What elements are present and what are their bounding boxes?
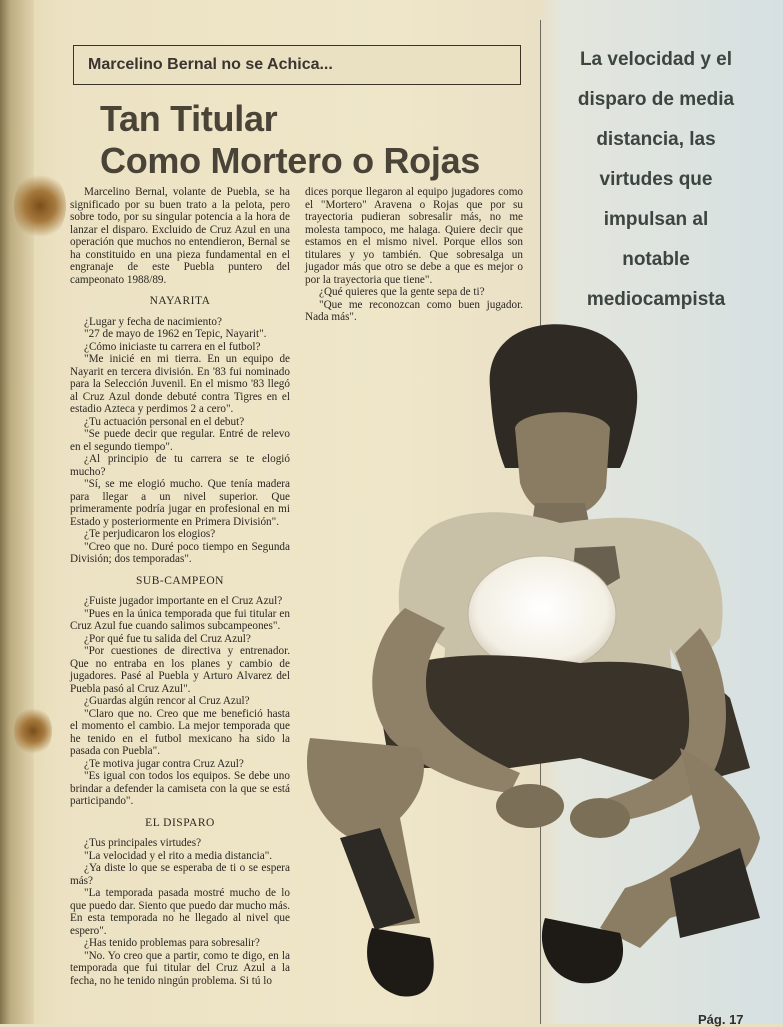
article-line: ¿Te motiva jugar contra Cruz Azul? [84,757,244,770]
pull-quote-line: disparo de media [577,89,735,110]
article-line: ¿Te perjudicaron los elogios? [84,528,216,540]
article-line: "Me inicié en mi tierra. En un equipo de Nayarit en tercera división. En '83 fui nominado para la Selección Juvenil. En el mismo '83 llegó al Cruz Azul donde debuté contra Tigres en el estadio Azteca y perdimos 2 a cero". [70,353,290,415]
article-line: "Creo que no. Duré poco tiempo en Segunda División; dos temporadas". [70,540,290,565]
stain [14,170,66,242]
headline [100,98,530,182]
kicker-box [73,45,521,85]
pull-quote-line: notable [622,249,690,270]
player-photo [280,318,780,1008]
headline-line-1: Tan Titular [100,98,278,139]
pull-quote-line: impulsan al [603,209,709,230]
article-line: "La velocidad y el rito a media distancia". [84,849,273,862]
article-line: ¿Por qué fue tu salida del Cruz Azul? [84,632,251,645]
article-line: ¿Al principio de tu carrera se te elogió mucho? [70,453,290,478]
pull-quote-line: virtudes que [599,169,713,190]
kicker-text: Marcelino Bernal no se Achica... [88,56,333,73]
headline-line-2: Como Mortero o Rojas [100,140,481,181]
pull-quote [545,40,767,320]
article-line: ¿Cómo iniciaste tu carrera en el futbol? [84,340,261,353]
article-line: "27 de mayo de 1962 en Tepic, Nayarit". [84,328,267,340]
pull-quote-line: La velocidad y el [579,49,733,70]
article-line: "No. Yo creo que a partir, como te digo, en la temporada que fui titular del Cruz Azul a la fecha, no he tenido ningún problema. Si tú lo [70,949,290,987]
intro-paragraph: Marcelino Bernal, volante de Puebla, se ha significado por su buen trato a la pelota, pero sobre todo, por su singular potencia a la hora de lanzar el disparo. Excluido de Cruz Azul en una operación que muchos no entendieron, Bernal se ha constituido en una pieza fundamental en el engranaje de este Puebla puntero del campeonato 1988/89. [70,186,290,286]
pull-quote-line: mediocampista [586,289,726,310]
article-line: ¿Qué quieres que la gente sepa de ti? [319,286,485,298]
binding-spine [0,0,34,1024]
article-line: "Pues en la única temporada que fui titular en Cruz Azul fue cuando salimos subcampeones". [70,607,290,632]
article-line: "Que me reconozcan como buen jugador. Nada más". [305,298,523,323]
article-line: "Claro que no. Creo que me benefició hasta el momento el cambio. La mejor temporada que he tenido en el futbol mexicano ha sido la pasada con Puebla". [70,707,290,757]
article-line: ¿Lugar y fecha de nacimiento? [84,315,222,328]
article-line: dices porque llegaron al equipo jugadores como el "Mortero" Aravena o Rojas que por su trayectoria pudieran sobresalir más, no me molesta tampoco, me halaga. Quiere decir que estamos en el mismo nivel. Porque ellos son titulares y yo también. Que sobresalga un jugador más que otro se debe a que es mejor o por la trayectoria que tiene". [305,186,523,286]
article-column-left [70,186,290,987]
article-line: "Es igual con todos los equipos. Se debe uno brindar a defender la camiseta con la que se está participando". [70,770,290,807]
article-line: ¿Tu actuación personal en el debut? [84,415,245,428]
article-line: ¿Tus principales virtudes? [84,837,202,849]
article-line: ¿Has tenido problemas para sobresalir? [84,937,260,949]
article-line: ¿Fuiste jugador importante en el Cruz Azul? [84,595,283,607]
article-line: "Sí, se me elogió mucho. Que tenía madera para llegar a un nivel superior. Que primeramente podría jugar en profesional en mi Estado y posteriormente en Primera División". [70,478,290,528]
section-title-el-disparo: EL DISPARO [145,816,215,829]
article-column-middle [305,186,523,324]
article-line: ¿Ya diste lo que se esperaba de ti o se espera más? [70,862,290,887]
article-line: "Por cuestiones de directiva y entrenador. Que no entraba en los planes y cambio de jugadores. Pasé al Puebla y Arturo Alvarez del Puebla pasó al Cruz Azul". [70,645,290,695]
article-line: "La temporada pasada mostré mucho de lo que puedo dar. Siento que puedo dar mucho más. En esta temporada no he llegado al nivel que espero". [70,887,290,937]
stain [14,705,52,757]
section-title-nayarita: NAYARITA [149,295,211,307]
page-number: Pág. 17 [698,1012,744,1027]
article-line: ¿Guardas algún rencor al Cruz Azul? [84,695,250,707]
pull-quote-line: distancia, las [596,129,716,150]
section-title-subcampeon: SUB-CAMPEON [136,574,224,587]
article-line: "Se puede decir que regular. Entré de relevo en el segundo tiempo". [70,428,290,453]
